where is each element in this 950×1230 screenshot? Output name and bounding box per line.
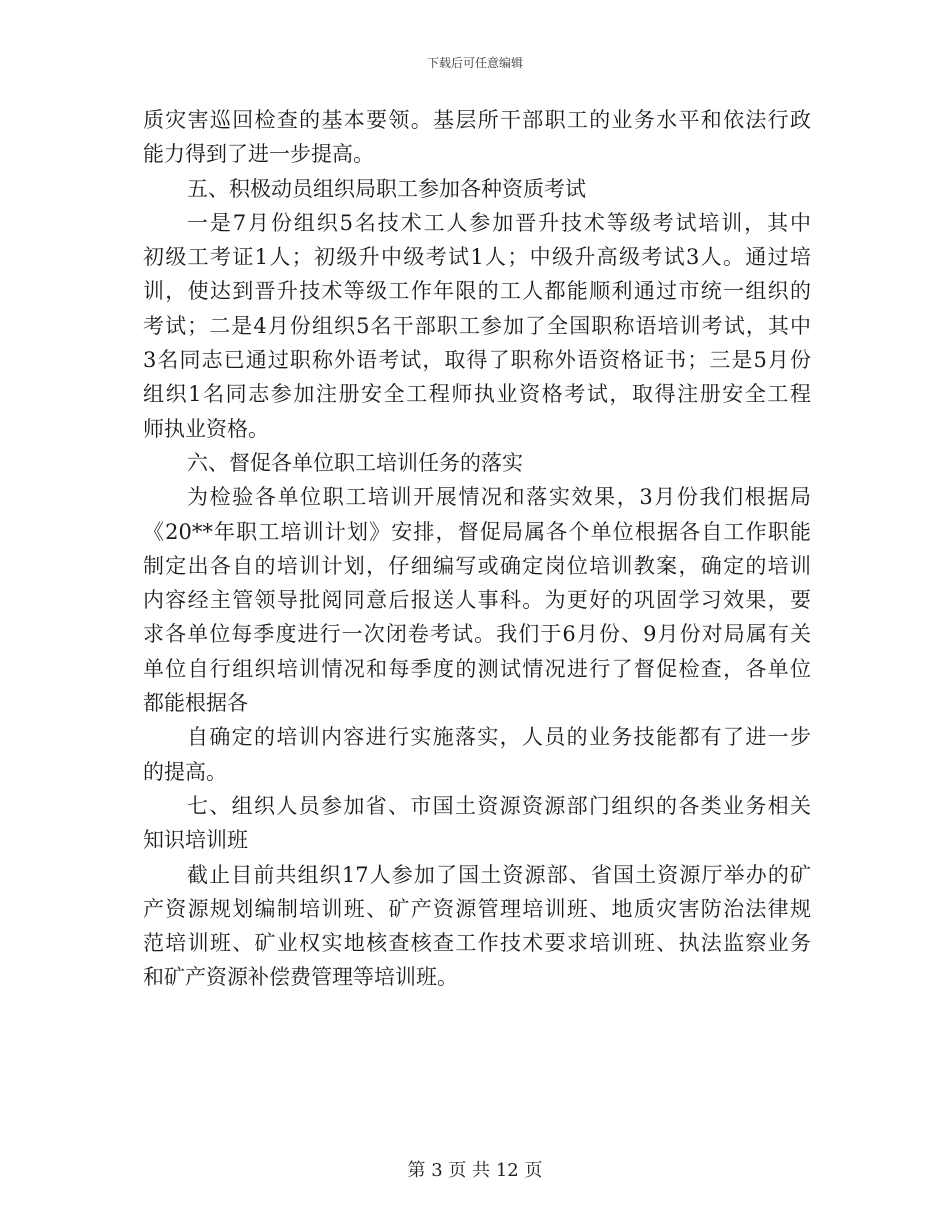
text-line: 都能根据各 (143, 691, 248, 716)
text-line: 组织1名同志参加注册安全工程师执业资格考试，取得注册安全工程 (143, 382, 811, 407)
text-line: 截止目前共组织17人参加了国土资源部、省国土资源厅举办的矿 (187, 862, 811, 887)
text-line: 初级工考证1人；初级升中级考试1人；中级升高级考试3人。通过培 (143, 245, 811, 270)
document-body (143, 103, 811, 995)
text-line: 范培训班、矿业权实地核查核查工作技术要求培训班、执法监察业务 (143, 931, 811, 956)
text-line: 为检验各单位职工培训开展情况和落实效果，3月份我们根据局 (187, 485, 811, 510)
text-line: 求各单位每季度进行一次闭卷考试。我们于6月份、9月份对局属有关 (143, 622, 811, 647)
page-header: 下载后可任意编辑 (426, 56, 523, 70)
text-line: 训，使达到晋升技术等级工作年限的工人都能顺利通过市统一组织的 (143, 279, 811, 304)
text-line: 六、督促各单位职工培训任务的落实 (187, 450, 523, 475)
text-line: 3名同志已通过职称外语考试，取得了职称外语资格证书；三是5月份 (143, 348, 811, 373)
text-line: 五、积极动员组织局职工参加各种资质考试 (187, 176, 586, 201)
text-line: 自确定的培训内容进行实施落实，人员的业务技能都有了进一步 (187, 725, 811, 750)
text-line: 内容经主管领导批阅同意后报送人事科。为更好的巩固学习效果，要 (143, 588, 811, 613)
text-line: 制定出各自的培训计划，仔细编写或确定岗位培训教案，确定的培训 (143, 553, 811, 578)
page-number-footer: 第 3 页 共 12 页 (407, 1160, 543, 1181)
text-line: 单位自行组织培训情况和每季度的测试情况进行了督促检查，各单位 (143, 656, 811, 681)
text-line: 的提高。 (143, 759, 227, 784)
text-line: 和矿产资源补偿费管理等培训班。 (143, 965, 458, 990)
text-line: 师执业资格。 (143, 416, 269, 441)
text-line: 能力得到了进一步提高。 (143, 142, 374, 167)
text-line: 知识培训班 (143, 828, 248, 853)
text-line: 考试；二是4月份组织5名干部职工参加了全国职称语培训考试，其中 (143, 313, 811, 338)
text-line: 《20**年职工培训计划》安排，督促局属各个单位根据各自工作职能 (143, 519, 811, 544)
text-line: 产资源规划编制培训班、矿产资源管理培训班、地质灾害防治法律规 (143, 896, 811, 921)
text-line: 质灾害巡回检查的基本要领。基层所干部职工的业务水平和依法行政 (143, 108, 811, 132)
text-line: 一是7月份组织5名技术工人参加晋升技术等级考试培训，其中 (187, 210, 811, 235)
text-line: 七、组织人员参加省、市国土资源资源部门组织的各类业务相关 (187, 793, 811, 818)
